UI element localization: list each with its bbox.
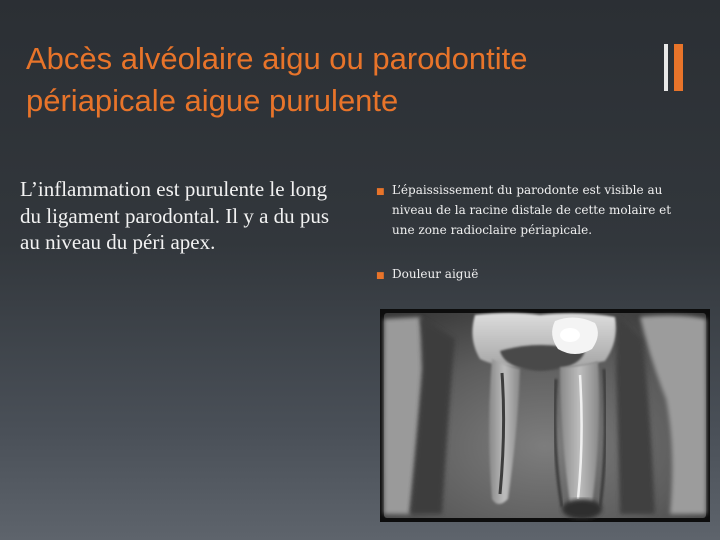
bullet-text: Douleur aiguë xyxy=(392,267,479,281)
square-bullet-icon: ■ xyxy=(376,187,385,197)
bullet-item xyxy=(376,180,676,240)
slide-title: Abcès alvéolaire aigu ou parodontite périapicale aigue purulente xyxy=(26,41,528,118)
dental-xray-image xyxy=(380,309,710,522)
bullet-text: L’épaississement du parodonte est visible au niveau de la racine distale de cette molaire et une zone radioclaire périapicale. xyxy=(392,183,672,237)
title-accent-bar-light xyxy=(664,44,668,91)
bullet-list xyxy=(376,180,676,284)
square-bullet-icon: ■ xyxy=(376,271,385,281)
bullet-item xyxy=(376,264,676,284)
body-text-left: L’inflammation est purulente le long du ligament parodontal. Il y a du pus au niveau du péri apex. xyxy=(20,177,330,254)
title-accent-bar-orange xyxy=(674,44,683,91)
xray-image xyxy=(380,309,710,522)
